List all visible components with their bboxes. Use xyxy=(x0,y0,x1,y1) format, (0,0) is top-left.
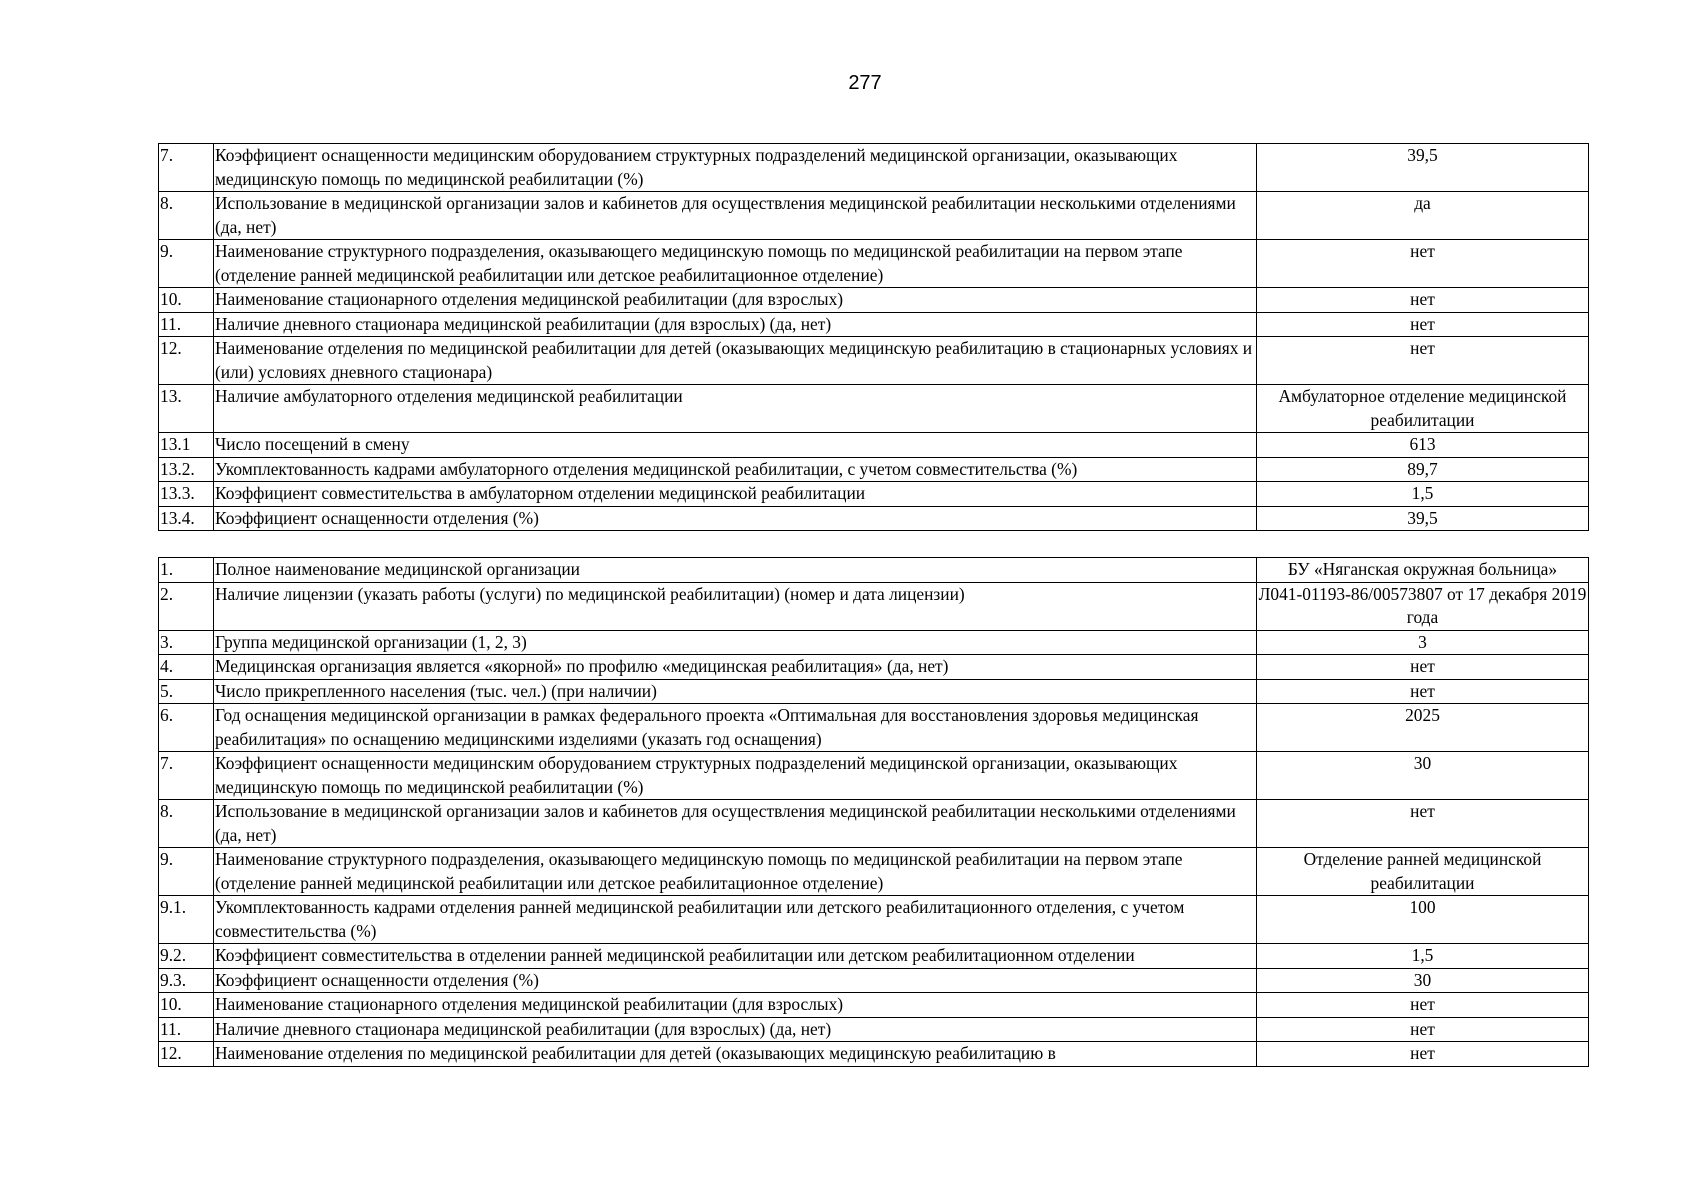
indicator-description-cell: Использование в медицинской организации залов и кабинетов для осуществления медицинской реабилитации несколькими отделениями (да, нет) xyxy=(214,800,1257,848)
row-number-cell: 10. xyxy=(159,993,214,1018)
row-number-cell: 12. xyxy=(159,337,214,385)
indicator-value-cell: нет xyxy=(1257,312,1589,337)
row-number-cell: 8. xyxy=(159,800,214,848)
indicator-value-cell: нет xyxy=(1257,993,1589,1018)
indicator-description-cell: Коэффициент оснащенности отделения (%) xyxy=(214,506,1257,531)
row-number-cell: 13.4. xyxy=(159,506,214,531)
indicator-description-cell: Коэффициент совместительства в амбулаторном отделении медицинской реабилитации xyxy=(214,482,1257,507)
indicator-value-cell: 2025 xyxy=(1257,704,1589,752)
table-row xyxy=(159,752,1589,800)
row-number-cell: 13.3. xyxy=(159,482,214,507)
table-row xyxy=(159,558,1589,583)
indicator-description-cell: Число посещений в смену xyxy=(214,433,1257,458)
indicator-description-cell: Наименование отделения по медицинской реабилитации для детей (оказывающих медицинскую реабилитацию в xyxy=(214,1042,1257,1067)
indicator-description-cell: Группа медицинской организации (1, 2, 3) xyxy=(214,630,1257,655)
row-number-cell: 11. xyxy=(159,1017,214,1042)
table-row xyxy=(159,1042,1589,1067)
indicator-value-cell: да xyxy=(1257,192,1589,240)
table-row xyxy=(159,679,1589,704)
table-row xyxy=(159,385,1589,433)
indicator-description-cell: Коэффициент совместительства в отделении ранней медицинской реабилитации или детском реабилитационном отделении xyxy=(214,944,1257,969)
indicator-description-cell: Наличие амбулаторного отделения медицинской реабилитации xyxy=(214,385,1257,433)
table-row xyxy=(159,312,1589,337)
indicator-description-cell: Коэффициент оснащенности отделения (%) xyxy=(214,968,1257,993)
organization-indicators-table xyxy=(158,557,1589,1067)
indicator-value-cell: нет xyxy=(1257,240,1589,288)
table-row xyxy=(159,896,1589,944)
indicator-description-cell: Коэффициент оснащенности медицинским оборудованием структурных подразделений медицинской организации, оказывающих медицинскую помощь по медицинской реабилитации (%) xyxy=(214,752,1257,800)
row-number-cell: 1. xyxy=(159,558,214,583)
row-number-cell: 7. xyxy=(159,144,214,192)
table-row xyxy=(159,968,1589,993)
row-number-cell: 7. xyxy=(159,752,214,800)
row-number-cell: 5. xyxy=(159,679,214,704)
table-row xyxy=(159,337,1589,385)
indicator-description-cell: Год оснащения медицинской организации в рамках федерального проекта «Оптимальная для восстановления здоровья медицинская реабилитация» по оснащению медицинскими изделиями (указать год оснащения) xyxy=(214,704,1257,752)
indicator-value-cell: нет xyxy=(1257,800,1589,848)
table-row xyxy=(159,457,1589,482)
indicator-value-cell: 30 xyxy=(1257,752,1589,800)
row-number-cell: 3. xyxy=(159,630,214,655)
table-row xyxy=(159,433,1589,458)
indicator-description-cell: Наименование стационарного отделения медицинской реабилитации (для взрослых) xyxy=(214,993,1257,1018)
indicators-table-continued xyxy=(158,143,1589,531)
row-number-cell: 9.3. xyxy=(159,968,214,993)
indicator-description-cell: Наличие дневного стационара медицинской реабилитации (для взрослых) (да, нет) xyxy=(214,1017,1257,1042)
indicator-value-cell: нет xyxy=(1257,1017,1589,1042)
indicator-description-cell: Наличие дневного стационара медицинской реабилитации (для взрослых) (да, нет) xyxy=(214,312,1257,337)
row-number-cell: 10. xyxy=(159,288,214,313)
indicator-value-cell: нет xyxy=(1257,655,1589,680)
row-number-cell: 11. xyxy=(159,312,214,337)
table-row xyxy=(159,1017,1589,1042)
indicator-value-cell: 1,5 xyxy=(1257,944,1589,969)
indicator-value-cell: нет xyxy=(1257,337,1589,385)
table-row xyxy=(159,800,1589,848)
indicator-value-cell: Амбулаторное отделение медицинской реабилитации xyxy=(1257,385,1589,433)
indicator-description-cell: Укомплектованность кадрами отделения ранней медицинской реабилитации или детского реабилитационного отделения, с учетом совместительства (%) xyxy=(214,896,1257,944)
indicator-value-cell: 3 xyxy=(1257,630,1589,655)
indicator-description-cell: Полное наименование медицинской организации xyxy=(214,558,1257,583)
table-row xyxy=(159,240,1589,288)
table-row xyxy=(159,655,1589,680)
indicator-description-cell: Число прикрепленного населения (тыс. чел.) (при наличии) xyxy=(214,679,1257,704)
indicator-value-cell: Л041-01193-86/00573807 от 17 декабря 2019 года xyxy=(1257,582,1589,630)
indicator-value-cell: 100 xyxy=(1257,896,1589,944)
indicator-value-cell: 1,5 xyxy=(1257,482,1589,507)
indicator-description-cell: Медицинская организация является «якорной» по профилю «медицинская реабилитация» (да, нет) xyxy=(214,655,1257,680)
indicator-value-cell: 613 xyxy=(1257,433,1589,458)
indicator-value-cell: 39,5 xyxy=(1257,144,1589,192)
indicator-description-cell: Наименование структурного подразделения, оказывающего медицинскую помощь по медицинской реабилитации на первом этапе (отделение ранней медицинской реабилитации или детское реабилитационное отделение) xyxy=(214,240,1257,288)
indicator-value-cell: нет xyxy=(1257,1042,1589,1067)
indicator-value-cell: БУ «Няганская окружная больница» xyxy=(1257,558,1589,583)
indicator-description-cell: Наименование отделения по медицинской реабилитации для детей (оказывающих медицинскую реабилитацию в стационарных условиях и (или) условиях дневного стационара) xyxy=(214,337,1257,385)
indicator-description-cell: Укомплектованность кадрами амбулаторного отделения медицинской реабилитации, с учетом совместительства (%) xyxy=(214,457,1257,482)
row-number-cell: 4. xyxy=(159,655,214,680)
page-number: 277 xyxy=(848,72,882,94)
table-row xyxy=(159,704,1589,752)
row-number-cell: 13. xyxy=(159,385,214,433)
indicator-value-cell: 89,7 xyxy=(1257,457,1589,482)
indicator-description-cell: Наименование стационарного отделения медицинской реабилитации (для взрослых) xyxy=(214,288,1257,313)
row-number-cell: 13.2. xyxy=(159,457,214,482)
row-number-cell: 9. xyxy=(159,240,214,288)
row-number-cell: 12. xyxy=(159,1042,214,1067)
table-row xyxy=(159,582,1589,630)
row-number-cell: 13.1 xyxy=(159,433,214,458)
row-number-cell: 6. xyxy=(159,704,214,752)
table-row xyxy=(159,630,1589,655)
row-number-cell: 9.2. xyxy=(159,944,214,969)
table-row xyxy=(159,848,1589,896)
table-row xyxy=(159,192,1589,240)
indicator-description-cell: Использование в медицинской организации залов и кабинетов для осуществления медицинской реабилитации несколькими отделениями (да, нет) xyxy=(214,192,1257,240)
table-row xyxy=(159,944,1589,969)
table-row xyxy=(159,506,1589,531)
row-number-cell: 9. xyxy=(159,848,214,896)
table-row xyxy=(159,993,1589,1018)
row-number-cell: 8. xyxy=(159,192,214,240)
indicator-description-cell: Наименование структурного подразделения, оказывающего медицинскую помощь по медицинской реабилитации на первом этапе (отделение ранней медицинской реабилитации или детское реабилитационное отделение) xyxy=(214,848,1257,896)
row-number-cell: 2. xyxy=(159,582,214,630)
row-number-cell: 9.1. xyxy=(159,896,214,944)
table-row xyxy=(159,288,1589,313)
indicator-value-cell: 39,5 xyxy=(1257,506,1589,531)
indicator-description-cell: Коэффициент оснащенности медицинским оборудованием структурных подразделений медицинской организации, оказывающих медицинскую помощь по медицинской реабилитации (%) xyxy=(214,144,1257,192)
table-row xyxy=(159,482,1589,507)
indicator-value-cell: нет xyxy=(1257,288,1589,313)
indicator-value-cell: нет xyxy=(1257,679,1589,704)
indicator-value-cell: 30 xyxy=(1257,968,1589,993)
indicator-value-cell: Отделение ранней медицинской реабилитации xyxy=(1257,848,1589,896)
table-row xyxy=(159,144,1589,192)
indicator-description-cell: Наличие лицензии (указать работы (услуги) по медицинской реабилитации) (номер и дата лицензии) xyxy=(214,582,1257,630)
